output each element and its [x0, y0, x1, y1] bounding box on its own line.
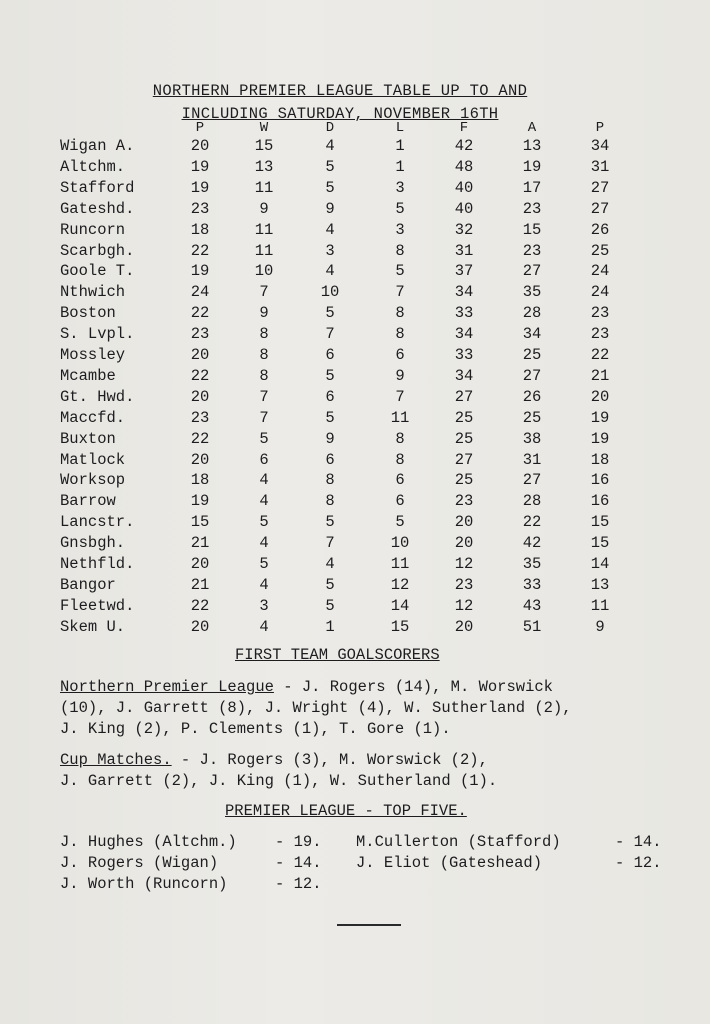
drawn-cell: 5 — [325, 366, 335, 385]
drawn-cell: 4 — [325, 555, 335, 573]
header-against: A — [527, 120, 537, 136]
won-cell: 5 — [259, 555, 269, 573]
table-row — [0, 367, 710, 388]
played-cell: 22 — [190, 241, 210, 260]
team-name-cell: Gt. Hwd. — [60, 387, 135, 406]
table-row — [0, 346, 710, 367]
cup-lead: Cup Matches. — [60, 751, 172, 769]
goals-for-cell: 32 — [454, 220, 474, 239]
table-row — [0, 325, 710, 346]
goals-against-cell: 13 — [522, 137, 542, 155]
goals-for-cell: 34 — [454, 366, 474, 385]
drawn-cell: 9 — [325, 199, 335, 218]
table-row — [0, 158, 710, 179]
points-cell: 31 — [590, 157, 610, 176]
team-name-cell: Wigan A. — [60, 137, 135, 155]
won-cell: 10 — [254, 262, 274, 281]
top-five-goals-4: - 12. — [615, 854, 662, 872]
played-cell: 21 — [190, 575, 210, 594]
drawn-cell: 6 — [325, 387, 335, 406]
lost-cell: 8 — [395, 241, 405, 260]
league-line1-text: - J. Rogers (14), M. Worswick — [273, 678, 553, 696]
goals-for-cell: 34 — [454, 325, 474, 344]
won-cell: 4 — [259, 617, 269, 636]
goals-for-cell: 40 — [454, 199, 474, 218]
team-name-cell: Fleetwd. — [60, 596, 135, 615]
cup-scorers — [60, 750, 497, 792]
header-points: P — [595, 120, 605, 136]
goals-against-cell: 25 — [522, 346, 542, 364]
goals-for-cell: 20 — [454, 534, 474, 553]
lost-cell: 7 — [395, 283, 405, 302]
header-played: P — [195, 120, 205, 136]
points-cell: 21 — [590, 366, 610, 385]
goals-for-cell: 33 — [454, 304, 474, 323]
league-scorers-line2: (10), J. Garrett (8), J. Wright (4), W. Sutherland (2), — [60, 699, 572, 717]
won-cell: 4 — [259, 471, 269, 490]
won-cell: 9 — [259, 304, 269, 323]
goals-against-cell: 17 — [522, 178, 542, 197]
team-name-cell: S. Lvpl. — [60, 325, 135, 344]
goals-against-cell: 23 — [522, 241, 542, 260]
goals-for-cell: 42 — [454, 137, 474, 155]
won-cell: 8 — [259, 325, 269, 344]
points-cell: 23 — [590, 325, 610, 344]
team-name-cell: Worksop — [60, 471, 126, 490]
won-cell: 5 — [259, 429, 269, 448]
won-cell: 8 — [259, 366, 269, 385]
table-row — [0, 262, 710, 283]
played-cell: 23 — [190, 199, 210, 218]
team-name-cell: Nethfld. — [60, 555, 135, 573]
lost-cell: 1 — [395, 137, 405, 155]
played-cell: 23 — [190, 408, 210, 427]
table-row — [0, 221, 710, 242]
goals-for-cell: 48 — [454, 157, 474, 176]
goals-for-cell: 12 — [454, 596, 474, 615]
drawn-cell: 8 — [325, 492, 335, 511]
lost-cell: 6 — [395, 492, 405, 511]
lost-cell: 6 — [395, 471, 405, 490]
drawn-cell: 4 — [325, 262, 335, 281]
table-row — [0, 430, 710, 451]
lost-cell: 5 — [395, 262, 405, 281]
points-cell: 25 — [590, 241, 610, 260]
played-cell: 15 — [190, 513, 210, 532]
goals-against-cell: 31 — [522, 450, 542, 469]
won-cell: 8 — [259, 346, 269, 364]
drawn-cell: 6 — [325, 346, 335, 364]
lost-cell: 7 — [395, 387, 405, 406]
points-cell: 22 — [590, 346, 610, 364]
table-row — [0, 388, 710, 409]
points-cell: 34 — [590, 137, 610, 155]
played-cell: 23 — [190, 325, 210, 344]
table-row — [0, 471, 710, 492]
header-for: F — [459, 120, 469, 136]
league-scorers — [60, 677, 572, 740]
goals-for-cell: 25 — [454, 429, 474, 448]
table-title-line2: INCLUDING SATURDAY, NOVEMBER 16TH — [181, 105, 499, 123]
goals-against-cell: 33 — [522, 575, 542, 594]
team-name-cell: Gateshd. — [60, 199, 135, 218]
played-cell: 19 — [190, 492, 210, 511]
points-cell: 15 — [590, 534, 610, 553]
played-cell: 20 — [190, 346, 210, 364]
goals-for-cell: 27 — [454, 387, 474, 406]
points-cell: 19 — [590, 429, 610, 448]
won-cell: 11 — [254, 241, 274, 260]
goals-against-cell: 25 — [522, 408, 542, 427]
drawn-cell: 8 — [325, 471, 335, 490]
header-won: W — [259, 120, 269, 136]
league-scorers-line1 — [60, 677, 572, 698]
won-cell: 4 — [259, 575, 269, 594]
played-cell: 20 — [190, 387, 210, 406]
goals-for-cell: 33 — [454, 346, 474, 364]
team-name-cell: Buxton — [60, 429, 116, 448]
drawn-cell: 5 — [325, 178, 335, 197]
played-cell: 19 — [190, 262, 210, 281]
played-cell: 21 — [190, 534, 210, 553]
drawn-cell: 6 — [325, 450, 335, 469]
points-cell: 16 — [590, 492, 610, 511]
played-cell: 19 — [190, 178, 210, 197]
team-name-cell: Barrow — [60, 492, 116, 511]
table-title-line1: NORTHERN PREMIER LEAGUE TABLE UP TO AND — [152, 82, 528, 100]
cup-scorers-line2: J. Garrett (2), J. King (1), W. Sutherland (1). — [60, 772, 498, 790]
lost-cell: 8 — [395, 450, 405, 469]
top-five-name-4: J. Eliot (Gateshead) — [356, 854, 543, 872]
played-cell: 22 — [190, 304, 210, 323]
goals-against-cell: 23 — [522, 199, 542, 218]
table-row — [0, 513, 710, 534]
goals-for-cell: 25 — [454, 408, 474, 427]
table-row — [0, 137, 710, 158]
table-row — [0, 618, 710, 639]
table-row — [0, 409, 710, 430]
goals-for-cell: 23 — [454, 492, 474, 511]
table-row — [0, 555, 710, 576]
drawn-cell: 5 — [325, 157, 335, 176]
won-cell: 4 — [259, 492, 269, 511]
table-row — [0, 492, 710, 513]
top-five-goals-3: - 14. — [275, 854, 322, 872]
goals-against-cell: 27 — [522, 262, 542, 281]
played-cell: 24 — [190, 283, 210, 302]
goals-for-cell: 20 — [454, 617, 474, 636]
table-row — [0, 304, 710, 325]
points-cell: 24 — [590, 283, 610, 302]
lost-cell: 11 — [390, 408, 410, 427]
goals-against-cell: 43 — [522, 596, 542, 615]
table-row — [0, 451, 710, 472]
points-cell: 13 — [590, 575, 610, 594]
played-cell: 18 — [190, 471, 210, 490]
team-name-cell: Goole T. — [60, 262, 135, 281]
lost-cell: 3 — [395, 220, 405, 239]
drawn-cell: 10 — [320, 283, 340, 302]
lost-cell: 5 — [395, 513, 405, 532]
team-name-cell: Matlock — [60, 450, 126, 469]
league-scorers-line3: J. King (2), P. Clements (1), T. Gore (1). — [60, 720, 451, 738]
goals-against-cell: 22 — [522, 513, 542, 532]
goals-against-cell: 26 — [522, 387, 542, 406]
goals-against-cell: 51 — [522, 617, 542, 636]
goals-for-cell: 20 — [454, 513, 474, 532]
lost-cell: 11 — [390, 555, 410, 573]
goals-against-cell: 19 — [522, 157, 542, 176]
table-row — [0, 200, 710, 221]
points-cell: 23 — [590, 304, 610, 323]
team-name-cell: Skem U. — [60, 617, 126, 636]
points-cell: 15 — [590, 513, 610, 532]
goals-for-cell: 25 — [454, 471, 474, 490]
goals-against-cell: 15 — [522, 220, 542, 239]
team-name-cell: Altchm. — [60, 157, 126, 176]
played-cell: 20 — [190, 617, 210, 636]
lost-cell: 6 — [395, 346, 405, 364]
table-row — [0, 576, 710, 597]
goals-against-cell: 28 — [522, 304, 542, 323]
goals-against-cell: 27 — [522, 471, 542, 490]
team-name-cell: Gnsbgh. — [60, 534, 126, 553]
goals-against-cell: 42 — [522, 534, 542, 553]
goals-for-cell: 31 — [454, 241, 474, 260]
top-five-goals-1: - 19. — [275, 833, 322, 851]
goals-for-cell: 23 — [454, 575, 474, 594]
points-cell: 19 — [590, 408, 610, 427]
top-five-heading: PREMIER LEAGUE - TOP FIVE. — [225, 802, 467, 820]
lost-cell: 8 — [395, 304, 405, 323]
goalscorers-heading: FIRST TEAM GOALSCORERS — [235, 646, 440, 664]
drawn-cell: 5 — [325, 513, 335, 532]
lost-cell: 10 — [390, 534, 410, 553]
played-cell: 20 — [190, 137, 210, 155]
lost-cell: 14 — [390, 596, 410, 615]
drawn-cell: 5 — [325, 304, 335, 323]
drawn-cell: 1 — [325, 617, 335, 636]
won-cell: 4 — [259, 534, 269, 553]
team-name-cell: Maccfd. — [60, 408, 126, 427]
table-row — [0, 283, 710, 304]
lost-cell: 12 — [390, 575, 410, 594]
played-cell: 19 — [190, 157, 210, 176]
top-five-goals-5: - 12. — [275, 875, 322, 893]
won-cell: 7 — [259, 408, 269, 427]
drawn-cell: 4 — [325, 220, 335, 239]
points-cell: 14 — [590, 555, 610, 573]
lost-cell: 5 — [395, 199, 405, 218]
drawn-cell: 5 — [325, 575, 335, 594]
lost-cell: 9 — [395, 366, 405, 385]
header-drawn: D — [325, 120, 335, 136]
top-five-name-2: M.Cullerton (Stafford) — [356, 833, 561, 851]
team-name-cell: Bangor — [60, 575, 116, 594]
points-cell: 16 — [590, 471, 610, 490]
points-cell: 11 — [590, 596, 610, 615]
won-cell: 11 — [254, 178, 274, 197]
won-cell: 13 — [254, 157, 274, 176]
team-name-cell: Scarbgh. — [60, 241, 135, 260]
team-name-cell: Runcorn — [60, 220, 126, 239]
points-cell: 26 — [590, 220, 610, 239]
top-five-name-3: J. Rogers (Wigan) — [60, 854, 219, 872]
goals-against-cell: 35 — [522, 283, 542, 302]
played-cell: 22 — [190, 366, 210, 385]
won-cell: 3 — [259, 596, 269, 615]
drawn-cell: 9 — [325, 429, 335, 448]
goals-for-cell: 34 — [454, 283, 474, 302]
points-cell: 20 — [590, 387, 610, 406]
table-row — [0, 597, 710, 618]
header-lost: L — [395, 120, 405, 136]
goals-against-cell: 27 — [522, 366, 542, 385]
won-cell: 6 — [259, 450, 269, 469]
team-name-cell: Mcambe — [60, 366, 116, 385]
drawn-cell: 5 — [325, 408, 335, 427]
table-row — [0, 179, 710, 200]
points-cell: 18 — [590, 450, 610, 469]
team-name-cell: Nthwich — [60, 283, 126, 302]
lost-cell: 3 — [395, 178, 405, 197]
won-cell: 5 — [259, 513, 269, 532]
won-cell: 11 — [254, 220, 274, 239]
played-cell: 22 — [190, 429, 210, 448]
played-cell: 20 — [190, 450, 210, 469]
top-five-goals-2: - 14. — [615, 833, 662, 851]
team-name-cell: Stafford — [60, 178, 135, 197]
drawn-cell: 7 — [325, 325, 335, 344]
played-cell: 22 — [190, 596, 210, 615]
drawn-cell: 3 — [325, 241, 335, 260]
goals-for-cell: 12 — [454, 555, 474, 573]
won-cell: 9 — [259, 199, 269, 218]
won-cell: 7 — [259, 283, 269, 302]
lost-cell: 8 — [395, 325, 405, 344]
table-row — [0, 242, 710, 263]
won-cell: 15 — [254, 137, 274, 155]
top-five-name-1: J. Hughes (Altchm.) — [60, 833, 237, 851]
top-five-name-5: J. Worth (Runcorn) — [60, 875, 228, 893]
goals-for-cell: 37 — [454, 262, 474, 281]
points-cell: 9 — [595, 617, 605, 636]
goals-for-cell: 40 — [454, 178, 474, 197]
lost-cell: 15 — [390, 617, 410, 636]
goals-against-cell: 28 — [522, 492, 542, 511]
points-cell: 27 — [590, 199, 610, 218]
team-name-cell: Boston — [60, 304, 116, 323]
points-cell: 27 — [590, 178, 610, 197]
goals-against-cell: 35 — [522, 555, 542, 573]
drawn-cell: 5 — [325, 596, 335, 615]
drawn-cell: 4 — [325, 137, 335, 155]
drawn-cell: 7 — [325, 534, 335, 553]
goals-against-cell: 34 — [522, 325, 542, 344]
played-cell: 18 — [190, 220, 210, 239]
played-cell: 20 — [190, 555, 210, 573]
cup-scorers-line1 — [60, 750, 497, 771]
league-lead: Northern Premier League — [60, 678, 274, 696]
goals-for-cell: 27 — [454, 450, 474, 469]
cup-line1-text: - J. Rogers (3), M. Worswick (2), — [171, 751, 488, 769]
points-cell: 24 — [590, 262, 610, 281]
lost-cell: 8 — [395, 429, 405, 448]
won-cell: 7 — [259, 387, 269, 406]
table-row — [0, 534, 710, 555]
lost-cell: 1 — [395, 157, 405, 176]
goals-against-cell: 38 — [522, 429, 542, 448]
end-rule — [337, 924, 401, 926]
team-name-cell: Lancstr. — [60, 513, 135, 532]
team-name-cell: Mossley — [60, 346, 126, 364]
